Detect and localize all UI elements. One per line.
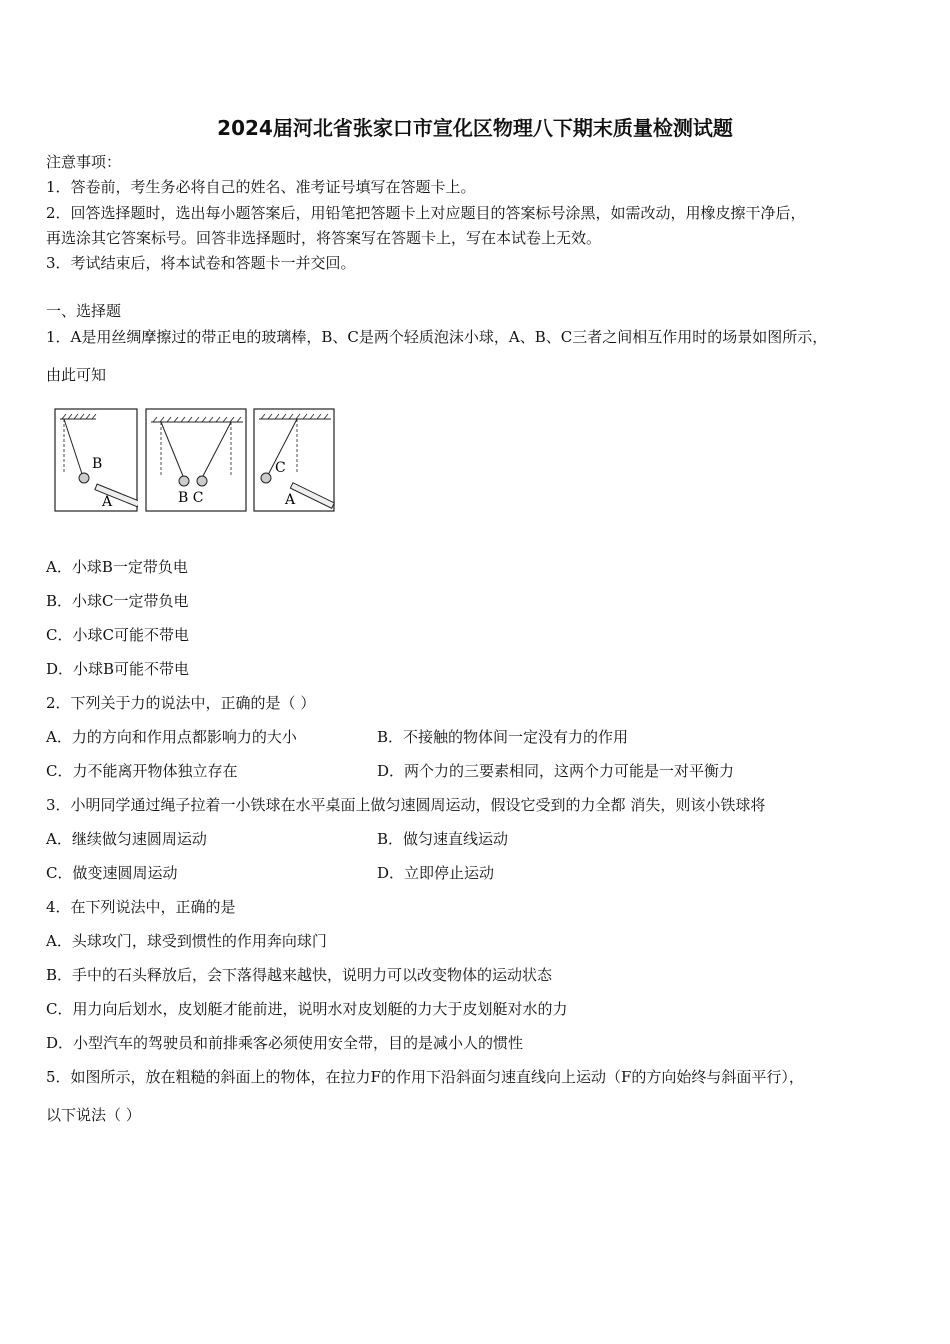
question-2-option-b: B．不接触的物体间一定没有力的作用 [377,728,629,746]
question-2-stem: 2．下列关于力的说法中，正确的是（ ） [46,694,316,712]
question-4-option-b: B．手中的石头释放后，会下落得越来越快，说明力可以改变物体的运动状态 [46,966,553,984]
question-2-option-c: C．力不能离开物体独立存在 [46,762,238,780]
label-a: A [102,494,113,510]
question-4-option-d: D．小型汽车的驾驶员和前排乘客必须使用安全带，目的是减小人的惯性 [46,1034,524,1052]
question-1-figure [54,408,344,514]
question-4-option-c: C．用力向后划水，皮划艇才能前进，说明水对皮划艇的力大于皮划艇对水的力 [46,1000,568,1018]
question-4-option-a: A．头球攻门，球受到惯性的作用奔向球门 [46,932,327,950]
question-1-option-d: D．小球B可能不带电 [46,660,190,678]
question-3-option-d: D．立即停止运动 [377,864,495,882]
notice-heading: 注意事项： [46,153,122,171]
question-5-stem: 5．如图所示，放在粗糙的斜面上的物体，在拉力F的作用下沿斜面匀速直线向上运动（F的方向始终与斜面平行）， [46,1068,804,1086]
label-b: B [92,456,103,472]
question-2-option-a: A．力的方向和作用点都影响力的大小 [46,728,297,746]
label-a: A [285,492,296,508]
question-2-option-d: D．两个力的三要素相同，这两个力可能是一对平衡力 [377,762,735,780]
notice-item: 2．回答选择题时，选出每小题答案后，用铅笔把答题卡上对应题目的答案标号涂黑，如需改动，用橡皮擦干净后， [46,204,806,222]
notice-item: 1．答卷前，考生务必将自己的姓名、准考证号填写在答题卡上。 [46,178,476,196]
notice-item: 再选涂其它答案标号。回答非选择题时，将答案写在答题卡上，写在本试卷上无效。 [46,229,602,247]
question-3-option-c: C．做变速圆周运动 [46,864,178,882]
figure-b-and-a [54,408,138,512]
question-4-stem: 4．在下列说法中，正确的是 [46,898,236,916]
question-5-stem-continued: 以下说法（ ） [46,1106,141,1124]
ball-b [179,476,189,486]
label-bc: B C [178,490,204,506]
question-1-stem-continued: 由此可知 [46,366,107,384]
question-3-option-b: B．做匀速直线运动 [377,830,509,848]
glass-rod-a [290,483,334,509]
question-3-stem: 3．小明同学通过绳子拉着一小铁球在水平桌面上做匀速圆周运动，假设它受到的力全都 消失，则该小铁球将 [46,796,766,814]
notice-item: 3．考试结束后，将本试卷和答题卡一并交回。 [46,254,356,272]
question-3-option-a: A．继续做匀速圆周运动 [46,830,207,848]
section-heading: 一、选择题 [46,302,122,320]
label-c: C [275,460,286,476]
question-1-stem: 1．A是用丝绸摩擦过的带正电的玻璃棒，B、C是两个轻质泡沫小球，A、B、C三者之间相互作用时的场景如图所示， [46,328,828,346]
question-1-option-c: C．小球C可能不带电 [46,626,189,644]
question-1-option-b: B．小球C一定带负电 [46,592,189,610]
page-title: 2024届河北省张家口市宣化区物理八下期末质量检测试题 [217,116,733,140]
figure-c-and-a [253,408,335,512]
figure-b-and-c [145,408,247,512]
question-1-option-a: A．小球B一定带负电 [46,558,188,576]
ball-c [197,476,207,486]
ball-b [79,473,89,483]
ball-c [261,473,271,483]
